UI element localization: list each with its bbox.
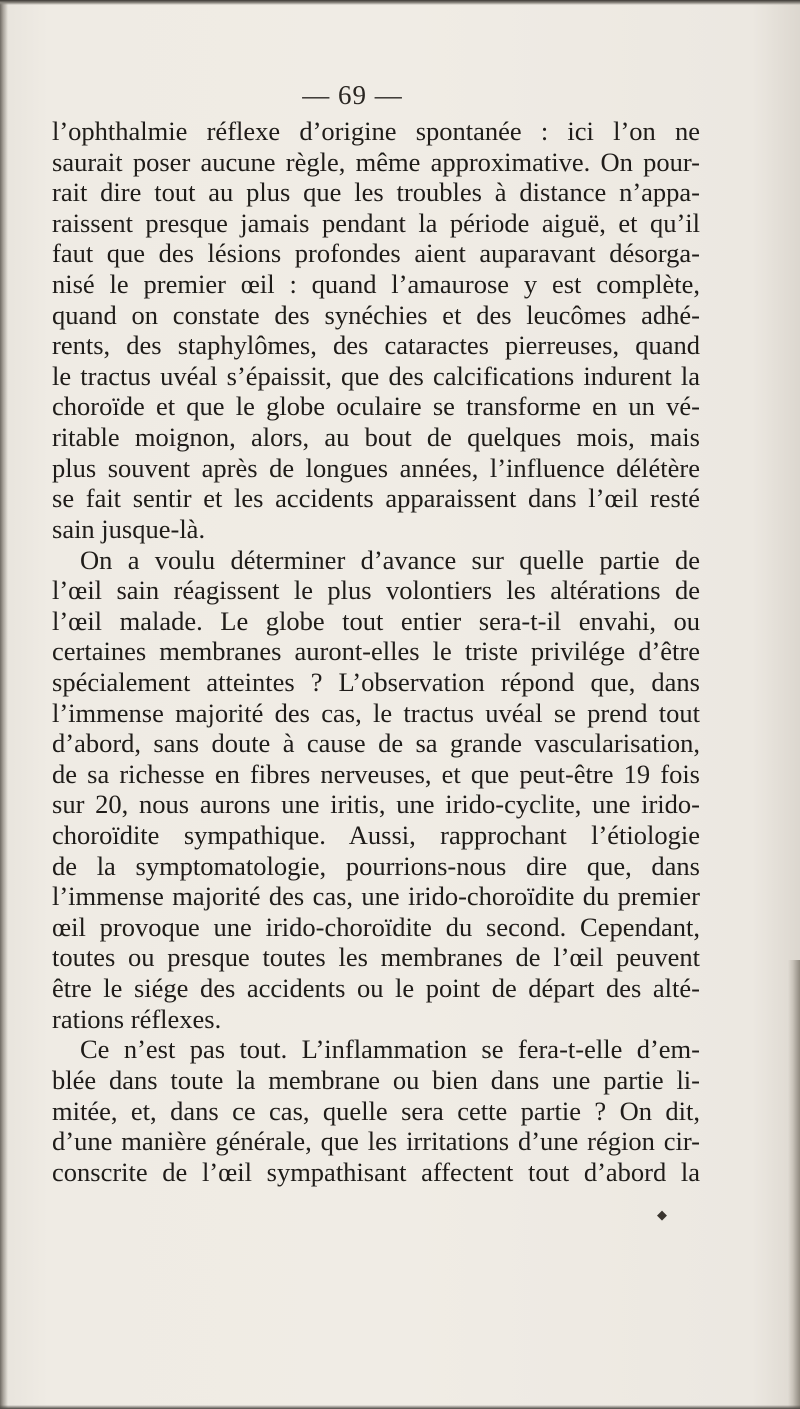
- text-line: plus souvent après de longues années, l’influence délétère: [52, 452, 700, 483]
- text-line: de la symptomatologie, pourrions-nous dire que, dans: [52, 850, 700, 881]
- text-line: faut que des lésions profondes aient auparavant désorga-: [52, 238, 700, 269]
- page-left-edge: [0, 0, 8, 1409]
- text-line: le tractus uvéal s’épaissit, que des calcifications indurent la: [52, 360, 700, 391]
- text-line: l’ophthalmie réflexe d’origine spontanée : ici l’on ne: [52, 116, 700, 146]
- text-line: conscrite de l’œil sympathisant affectent tout d’abord la: [52, 1156, 700, 1187]
- text-line: se fait sentir et les accidents apparaissent dans l’œil resté: [52, 483, 700, 514]
- text-line: l’œil sain réagissent le plus volontiers les altérations de: [52, 575, 700, 606]
- text-line: l’immense majorité des cas, le tractus uvéal se prend tout: [52, 697, 700, 728]
- text-line: être le siége des accidents ou le point de départ des alté-: [52, 973, 700, 1004]
- text-line: spécialement atteintes ? L’observation répond que, dans: [52, 666, 700, 697]
- text-line: choroïdite sympathique. Aussi, rapprochant l’étiologie: [52, 820, 700, 851]
- text-line: l’immense majorité des cas, une irido-choroïdite du premier: [52, 881, 700, 912]
- text-line: blée dans toute la membrane ou bien dans une partie li-: [52, 1064, 700, 1095]
- page-top-edge: [0, 0, 800, 5]
- text-line: rents, des staphylômes, des cataractes pierreuses, quand: [52, 330, 700, 361]
- diamond-icon: ◆: [657, 1207, 667, 1222]
- text-line: nisé le premier œil : quand l’amaurose y est complète,: [52, 269, 700, 300]
- text-line: Ce n’est pas tout. L’inflammation se fera-t-elle d’em-: [80, 1034, 700, 1065]
- text-line: raissent presque jamais pendant la période aiguë, et qu’il: [52, 207, 700, 238]
- text-line: sain jusque-là.: [52, 513, 206, 544]
- text-line: d’abord, sans doute à cause de sa grande vascularisation,: [52, 728, 700, 759]
- text-line: œil provoque une irido-choroïdite du second. Cependant,: [52, 911, 700, 942]
- text-line: ritable moignon, alors, au bout de quelques mois, mais: [52, 422, 700, 453]
- text-line: rations réflexes.: [52, 1003, 222, 1034]
- page-bottom-edge: [0, 1405, 800, 1409]
- text-line: choroïde et que le globe oculaire se transforme en un vé-: [52, 391, 700, 422]
- text-line: On a voulu déterminer d’avance sur quelle partie de: [80, 544, 700, 575]
- text-line: mitée, et, dans ce cas, quelle sera cette partie ? On dit,: [52, 1095, 700, 1126]
- text-line: toutes ou presque toutes les membranes de l’œil peuvent: [52, 942, 700, 973]
- page-right-edge: [788, 960, 800, 1409]
- text-line: certaines membranes auront-elles le triste privilége d’être: [52, 636, 700, 667]
- page-number: — 69 —: [302, 80, 403, 110]
- body-text: [52, 116, 700, 1187]
- text-line: saurait poser aucune règle, même approximative. On pour-: [52, 146, 700, 177]
- text-line: d’une manière générale, que les irritations d’une région cir-: [52, 1126, 700, 1157]
- text-line: sur 20, nous aurons une iritis, une irido-cyclite, une irido-: [52, 789, 700, 820]
- text-line: quand on constate des synéchies et des leucômes adhé-: [52, 299, 700, 330]
- text-line: de sa richesse en fibres nerveuses, et que peut-être 19 fois: [52, 758, 700, 789]
- text-line: rait dire tout au plus que les troubles à distance n’appa-: [52, 177, 700, 208]
- text-line: l’œil malade. Le globe tout entier sera-t-il envahi, ou: [52, 605, 700, 636]
